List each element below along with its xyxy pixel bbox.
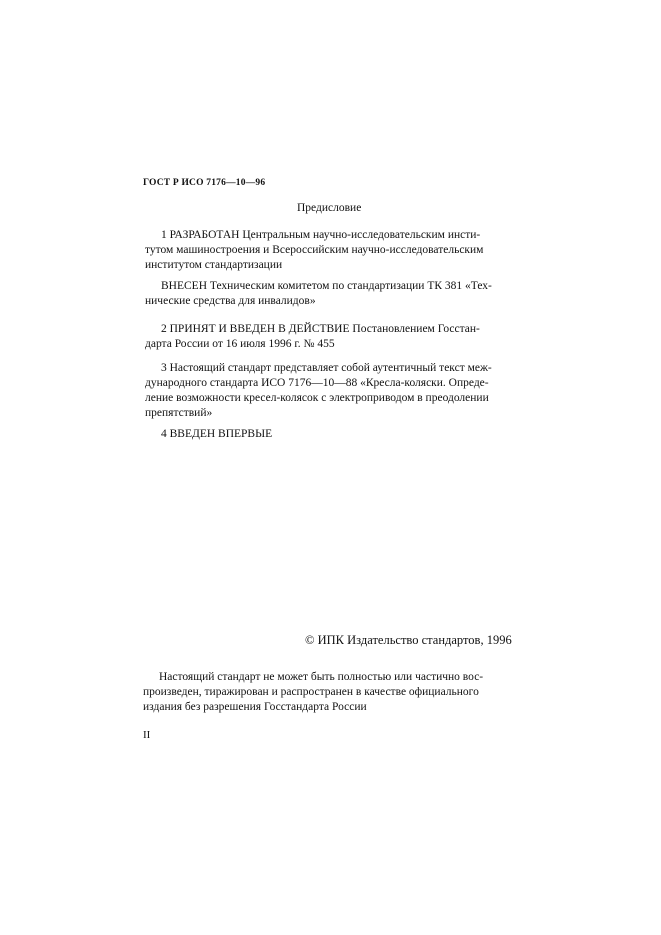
text-line: ВНЕСЕН Техническим комитетом по стандартизации ТК 381 «Тех- — [161, 280, 492, 292]
text-line: произведен, тиражирован и распространен в качестве официального — [143, 686, 479, 698]
foreword-item-introduced — [145, 279, 511, 309]
standard-code-header: ГОСТ Р ИСО 7176—10—96 — [143, 178, 266, 188]
text-line: 3 Настоящий стандарт представляет собой аутентичный текст меж- — [161, 362, 492, 374]
text-line: нические средства для инвалидов» — [145, 295, 316, 307]
text-line: тутом машиностроения и Всероссийским научно-исследовательским — [145, 244, 484, 256]
foreword-item-adopted — [145, 322, 511, 352]
text-line: препятствий» — [145, 407, 213, 419]
text-line: институтом стандартизации — [145, 259, 283, 271]
text-line: издания без разрешения Госстандарта России — [143, 701, 367, 713]
foreword-item-developed — [145, 228, 511, 273]
page-number: II — [143, 729, 151, 741]
foreword-title: Предисловие — [297, 202, 362, 214]
foreword-item-authentic-text — [145, 361, 511, 421]
reproduction-notice — [143, 670, 511, 715]
text-line: 1 РАЗРАБОТАН Центральным научно-исследовательским инсти- — [161, 229, 481, 241]
text-line: ление возможности кресел-колясок с электроприводом в преодолении — [145, 392, 489, 404]
text-line: дународного стандарта ИСО 7176—10—88 «Кресла-коляски. Опреде- — [145, 377, 489, 389]
text-line: 2 ПРИНЯТ И ВВЕДЕН В ДЕЙСТВИЕ Постановлением Госстан- — [161, 323, 480, 335]
foreword-item-first-introduced — [145, 427, 511, 442]
text-line: дарта России от 16 июля 1996 г. № 455 — [145, 338, 335, 350]
text-line: 4 ВВЕДЕН ВПЕРВЫЕ — [161, 428, 273, 440]
copyright-notice: © ИПК Издательство стандартов, 1996 — [305, 633, 512, 647]
text-line: Настоящий стандарт не может быть полностью или частично вос- — [159, 671, 484, 683]
